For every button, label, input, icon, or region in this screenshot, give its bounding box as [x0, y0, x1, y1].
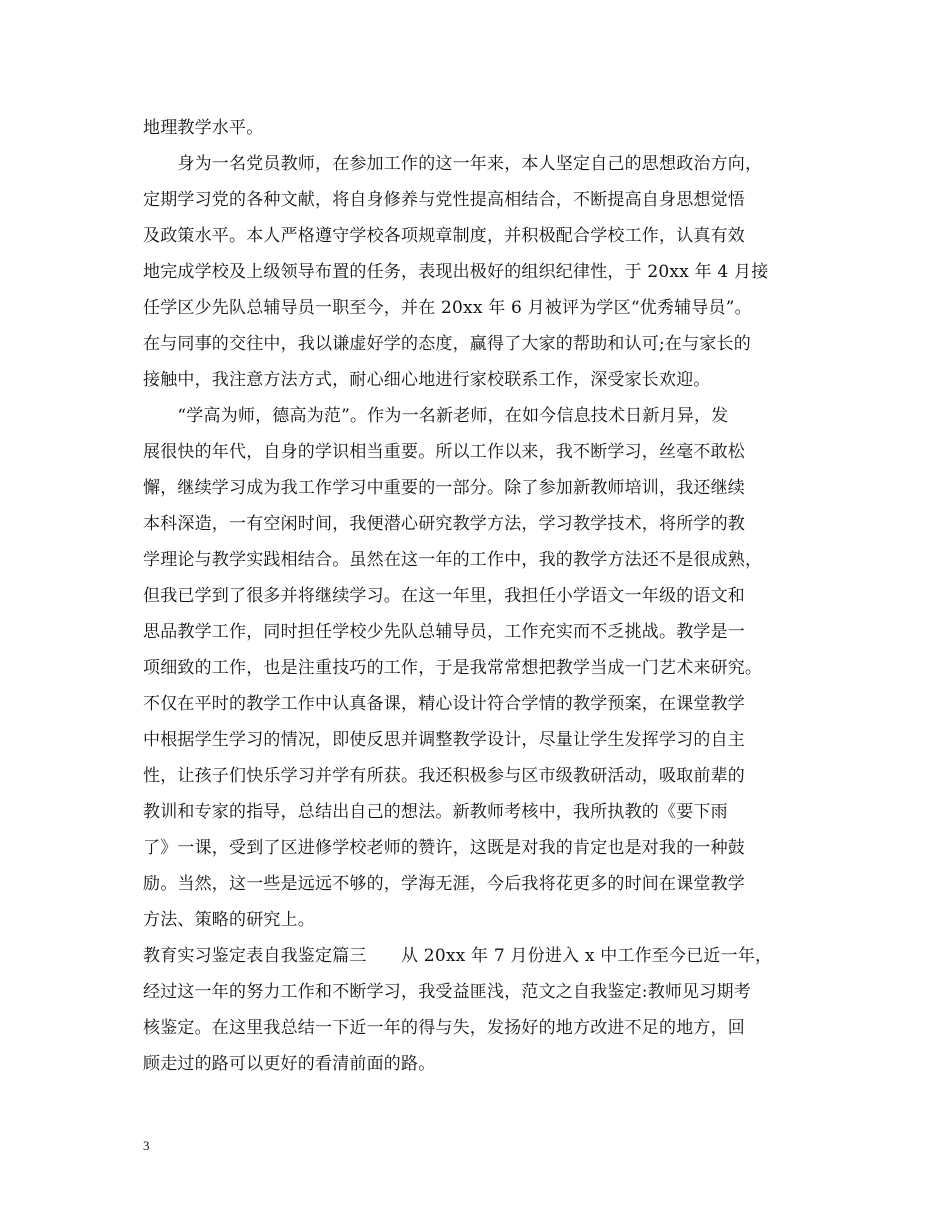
text-line: 地理教学水平。: [143, 118, 264, 138]
text-line: 懈，继续学习成为我工作学习中重要的一部分。除了参加新教师培训，我还继续: [143, 478, 745, 498]
text-line: 顾走过的路可以更好的看清前面的路。: [143, 1054, 436, 1074]
text-line: 项细致的工作，也是注重技巧的工作，于是我常常想把教学当成一门艺术来研究。: [143, 658, 763, 678]
text-line: 中根据学生学习的情况，即使反思并调整教学设计，尽量让学生发挥学习的自主: [143, 730, 745, 750]
text-line: 学理论与教学实践相结合。虽然在这一年的工作中，我的教学方法还不是很成熟，: [143, 550, 763, 570]
text-line: 不仅在平时的教学工作中认真备课，精心设计符合学情的教学预案，在课堂教学: [143, 694, 745, 714]
text-line: 在与同事的交往中，我以谦虚好学的态度，赢得了大家的帮助和认可;在与家长的: [143, 334, 751, 354]
text-line: 教训和专家的指导，总结出自己的想法。新教师考核中，我所执教的《要下雨: [143, 802, 728, 822]
text-line: 经过这一年的努力工作和不断学习，我受益匪浅，范文之自我鉴定:教师见习期考: [143, 982, 751, 1002]
text-line: 身为一名党员教师，在参加工作的这一年来，本人坚定自己的思想政治方向，: [143, 154, 763, 174]
text-line: 及政策水平。本人严格遵守学校各项规章制度，并积极配合学校工作，认真有效: [143, 226, 745, 246]
text-line: 任学区少先队总辅导员一职至今，并在 20xx 年 6 月被评为学区“优秀辅导员”。: [143, 298, 752, 318]
text-line: 性，让孩子们快乐学习并学有所获。我还积极参与区市级教研活动，吸取前辈的: [143, 766, 745, 786]
text-line: 了》一课，受到了区进修学校老师的赞许，这既是对我的肯定也是对我的一种鼓: [143, 838, 745, 858]
text-line: “学高为师，德高为范”。作为一名新老师，在如今信息技术日新月异，发: [143, 406, 729, 426]
text-line: 思品教学工作，同时担任学校少先队总辅导员，工作充实而不乏挑战。教学是一: [143, 622, 745, 642]
text-line: 地完成学校及上级领导布置的任务，表现出极好的组织纪律性，于 20xx 年 4 月接: [143, 262, 769, 282]
text-line: 核鉴定。在这里我总结一下近一年的得与失，发扬好的地方改进不足的地方，回: [143, 1018, 745, 1038]
text-line: 本科深造，一有空闲时间，我便潜心研究教学方法，学习教学技术，将所学的教: [143, 514, 745, 534]
text-line: 定期学习党的各种文献，将自身修养与党性提高相结合，不断提高自身思想觉悟: [143, 190, 745, 210]
text-line: 方法、策略的研究上。: [143, 910, 315, 930]
text-line: 展很快的年代，自身的学识相当重要。所以工作以来，我不断学习，丝毫不敢松: [143, 442, 745, 462]
text-line: 励。当然，这一些是远远不够的，学海无涯，今后我将花更多的时间在课堂教学: [143, 874, 745, 894]
text-line: 教育实习鉴定表自我鉴定篇三 从 20xx 年 7 月份进入 x 中工作至今已近一年，: [143, 946, 773, 966]
text-line: 接触中，我注意方法方式，耐心细心地进行家校联系工作，深受家长欢迎。: [143, 370, 711, 390]
page-number: 3: [143, 1138, 150, 1153]
text-line: 但我已学到了很多并将继续学习。在这一年里，我担任小学语文一年级的语文和: [143, 586, 745, 606]
